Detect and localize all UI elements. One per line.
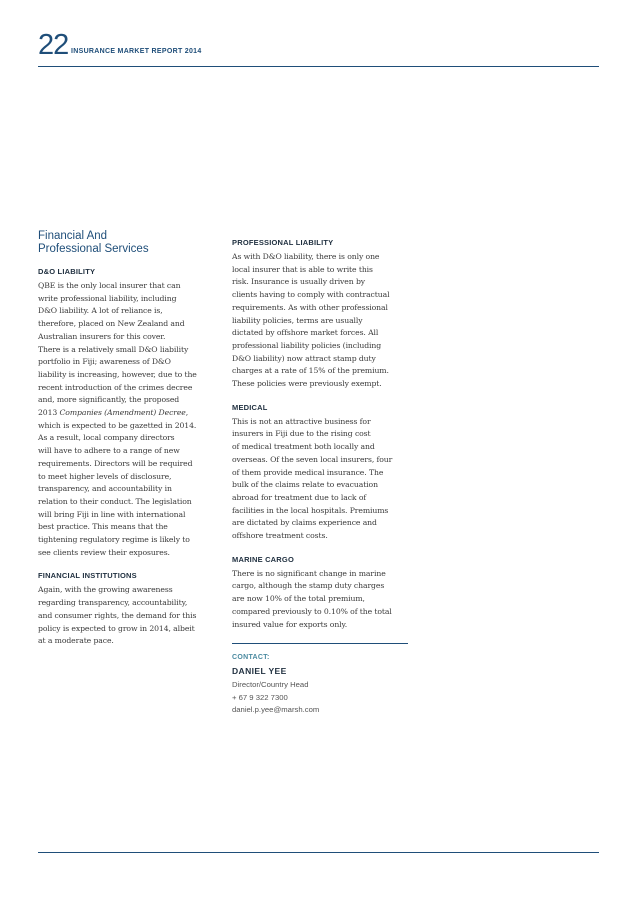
professional-liability-paragraph bbox=[232, 251, 410, 391]
section-title bbox=[38, 230, 216, 256]
marine-cargo-heading: MARINE CARGO bbox=[232, 554, 294, 564]
text-line: transparency, and accountability in bbox=[38, 484, 172, 494]
contact-email: daniel.p.yee@marsh.com bbox=[232, 705, 320, 715]
text-line: policy is expected to grow in 2014, albeit bbox=[38, 623, 195, 633]
text-line: liability is increasing, however, due to the bbox=[38, 369, 197, 379]
text-line: facilities in the local hospitals. Premiums bbox=[232, 505, 389, 515]
text-line: at a moderate pace. bbox=[38, 636, 114, 646]
text-line: regarding transparency, accountability, bbox=[38, 598, 188, 608]
contact-rule bbox=[232, 643, 408, 644]
left-column bbox=[38, 230, 216, 648]
text-line: dictated by offshore market forces. All bbox=[232, 328, 379, 338]
text-line: to meet higher levels of disclosure, bbox=[38, 471, 172, 481]
text-line: compared previously to 0.10% of the total bbox=[232, 606, 392, 616]
text-line: This is not an attractive business for bbox=[232, 416, 371, 426]
text-line: of them provide medical insurance. The bbox=[232, 467, 384, 477]
professional-liability-heading: PROFESSIONAL LIABILITY bbox=[232, 238, 334, 247]
text-line: will have to adhere to a range of new bbox=[38, 446, 180, 456]
text-line: relation to their conduct. The legislation bbox=[38, 496, 192, 506]
text-line: requirements. As with other professional bbox=[232, 302, 388, 312]
medical-paragraph bbox=[232, 416, 410, 543]
contact-name: DANIEL YEE bbox=[232, 666, 287, 677]
text-line: As a result, local company directors bbox=[38, 433, 175, 443]
text-fragment: 2013 bbox=[38, 408, 60, 418]
text-line: As with D&O liability, there is only one bbox=[232, 252, 380, 261]
text-line: and, more significantly, the proposed bbox=[38, 395, 180, 405]
contact-phone: + 67 9 322 7300 bbox=[232, 692, 288, 702]
text-line: insurers in Fiji due to the rising cost bbox=[232, 429, 371, 439]
text-line: write professional liability, including bbox=[38, 293, 177, 303]
text-line: overseas. Of the seven local insurers, four bbox=[232, 454, 393, 464]
do-liability-paragraph bbox=[38, 280, 216, 559]
text-line: tightening regulatory regime is likely to bbox=[38, 535, 190, 545]
financial-institutions-heading: FINANCIAL INSTITUTIONS bbox=[38, 571, 137, 581]
text-line: There is a relatively small D&O liability bbox=[38, 344, 189, 354]
text-line: cargo, although the stamp duty charges bbox=[232, 581, 385, 591]
text-line: There is no significant change in marine bbox=[232, 568, 386, 578]
text-line: D&O liability) now attract stamp duty bbox=[232, 353, 376, 363]
do-liability-heading: D&O LIABILITY bbox=[38, 267, 96, 276]
footer-rule bbox=[38, 852, 599, 853]
header-rule bbox=[38, 66, 599, 67]
text-line: therefore, placed on New Zealand and bbox=[38, 319, 185, 329]
section-title-line: Financial And bbox=[38, 230, 108, 242]
text-line: will bring Fiji in line with international bbox=[38, 509, 186, 519]
contact-role: Director/Country Head bbox=[232, 680, 309, 690]
text-line: are dictated by claims experience and bbox=[232, 518, 377, 528]
text-line: of medical treatment both locally and bbox=[232, 442, 375, 452]
section-title-line: Professional Services bbox=[38, 243, 149, 255]
financial-institutions-paragraph bbox=[38, 584, 216, 648]
report-title: INSURANCE MARKET REPORT 2014 bbox=[71, 48, 202, 55]
text-line: offshore treatment costs. bbox=[232, 531, 328, 541]
text-line: which is expected to be gazetted in 2014. bbox=[38, 420, 197, 430]
text-line: professional liability policies (including bbox=[232, 340, 382, 350]
text-line: recent introduction of the crimes decree bbox=[38, 382, 193, 392]
text-line: insured value for exports only. bbox=[232, 619, 348, 629]
page-number: 22 bbox=[38, 29, 69, 61]
text-line: liability policies, terms are usually bbox=[232, 315, 363, 325]
text-line: portfolio in Fiji; awareness of D&O bbox=[38, 357, 171, 367]
text-line: requirements. Directors will be required bbox=[38, 458, 193, 468]
text-line: and consumer rights, the demand for this bbox=[38, 610, 197, 620]
text-line: Again, with the growing awareness bbox=[38, 585, 173, 595]
text-line: clients having to comply with contractual bbox=[232, 290, 390, 300]
text-fragment: , bbox=[185, 408, 189, 418]
text-line: charges at a rate of 15% of the premium. bbox=[232, 366, 389, 376]
text-line: QBE is the only local insurer that can bbox=[38, 281, 181, 290]
text-line: D&O liability. A lot of reliance is, bbox=[38, 306, 163, 316]
text-line: are now 10% of the total premium, bbox=[232, 594, 365, 604]
text-line: local insurer that is able to write this bbox=[232, 264, 373, 274]
text-line: Australian insurers for this cover. bbox=[38, 331, 166, 341]
text-line: best practice. This means that the bbox=[38, 522, 168, 532]
contact-label: CONTACT: bbox=[232, 654, 270, 662]
text-line bbox=[38, 407, 216, 420]
text-line: see clients review their exposures. bbox=[38, 547, 170, 557]
text-line: risk. Insurance is usually driven by bbox=[232, 277, 366, 287]
medical-heading: MEDICAL bbox=[232, 402, 268, 412]
text-line: These policies were previously exempt. bbox=[232, 379, 382, 389]
decree-title: Companies (Amendment) Decree bbox=[59, 408, 186, 418]
text-line: bulk of the claims relate to evacuation bbox=[232, 480, 378, 490]
text-line: abroad for treatment due to lack of bbox=[232, 492, 367, 502]
right-column bbox=[232, 238, 410, 717]
marine-cargo-paragraph bbox=[232, 568, 410, 632]
